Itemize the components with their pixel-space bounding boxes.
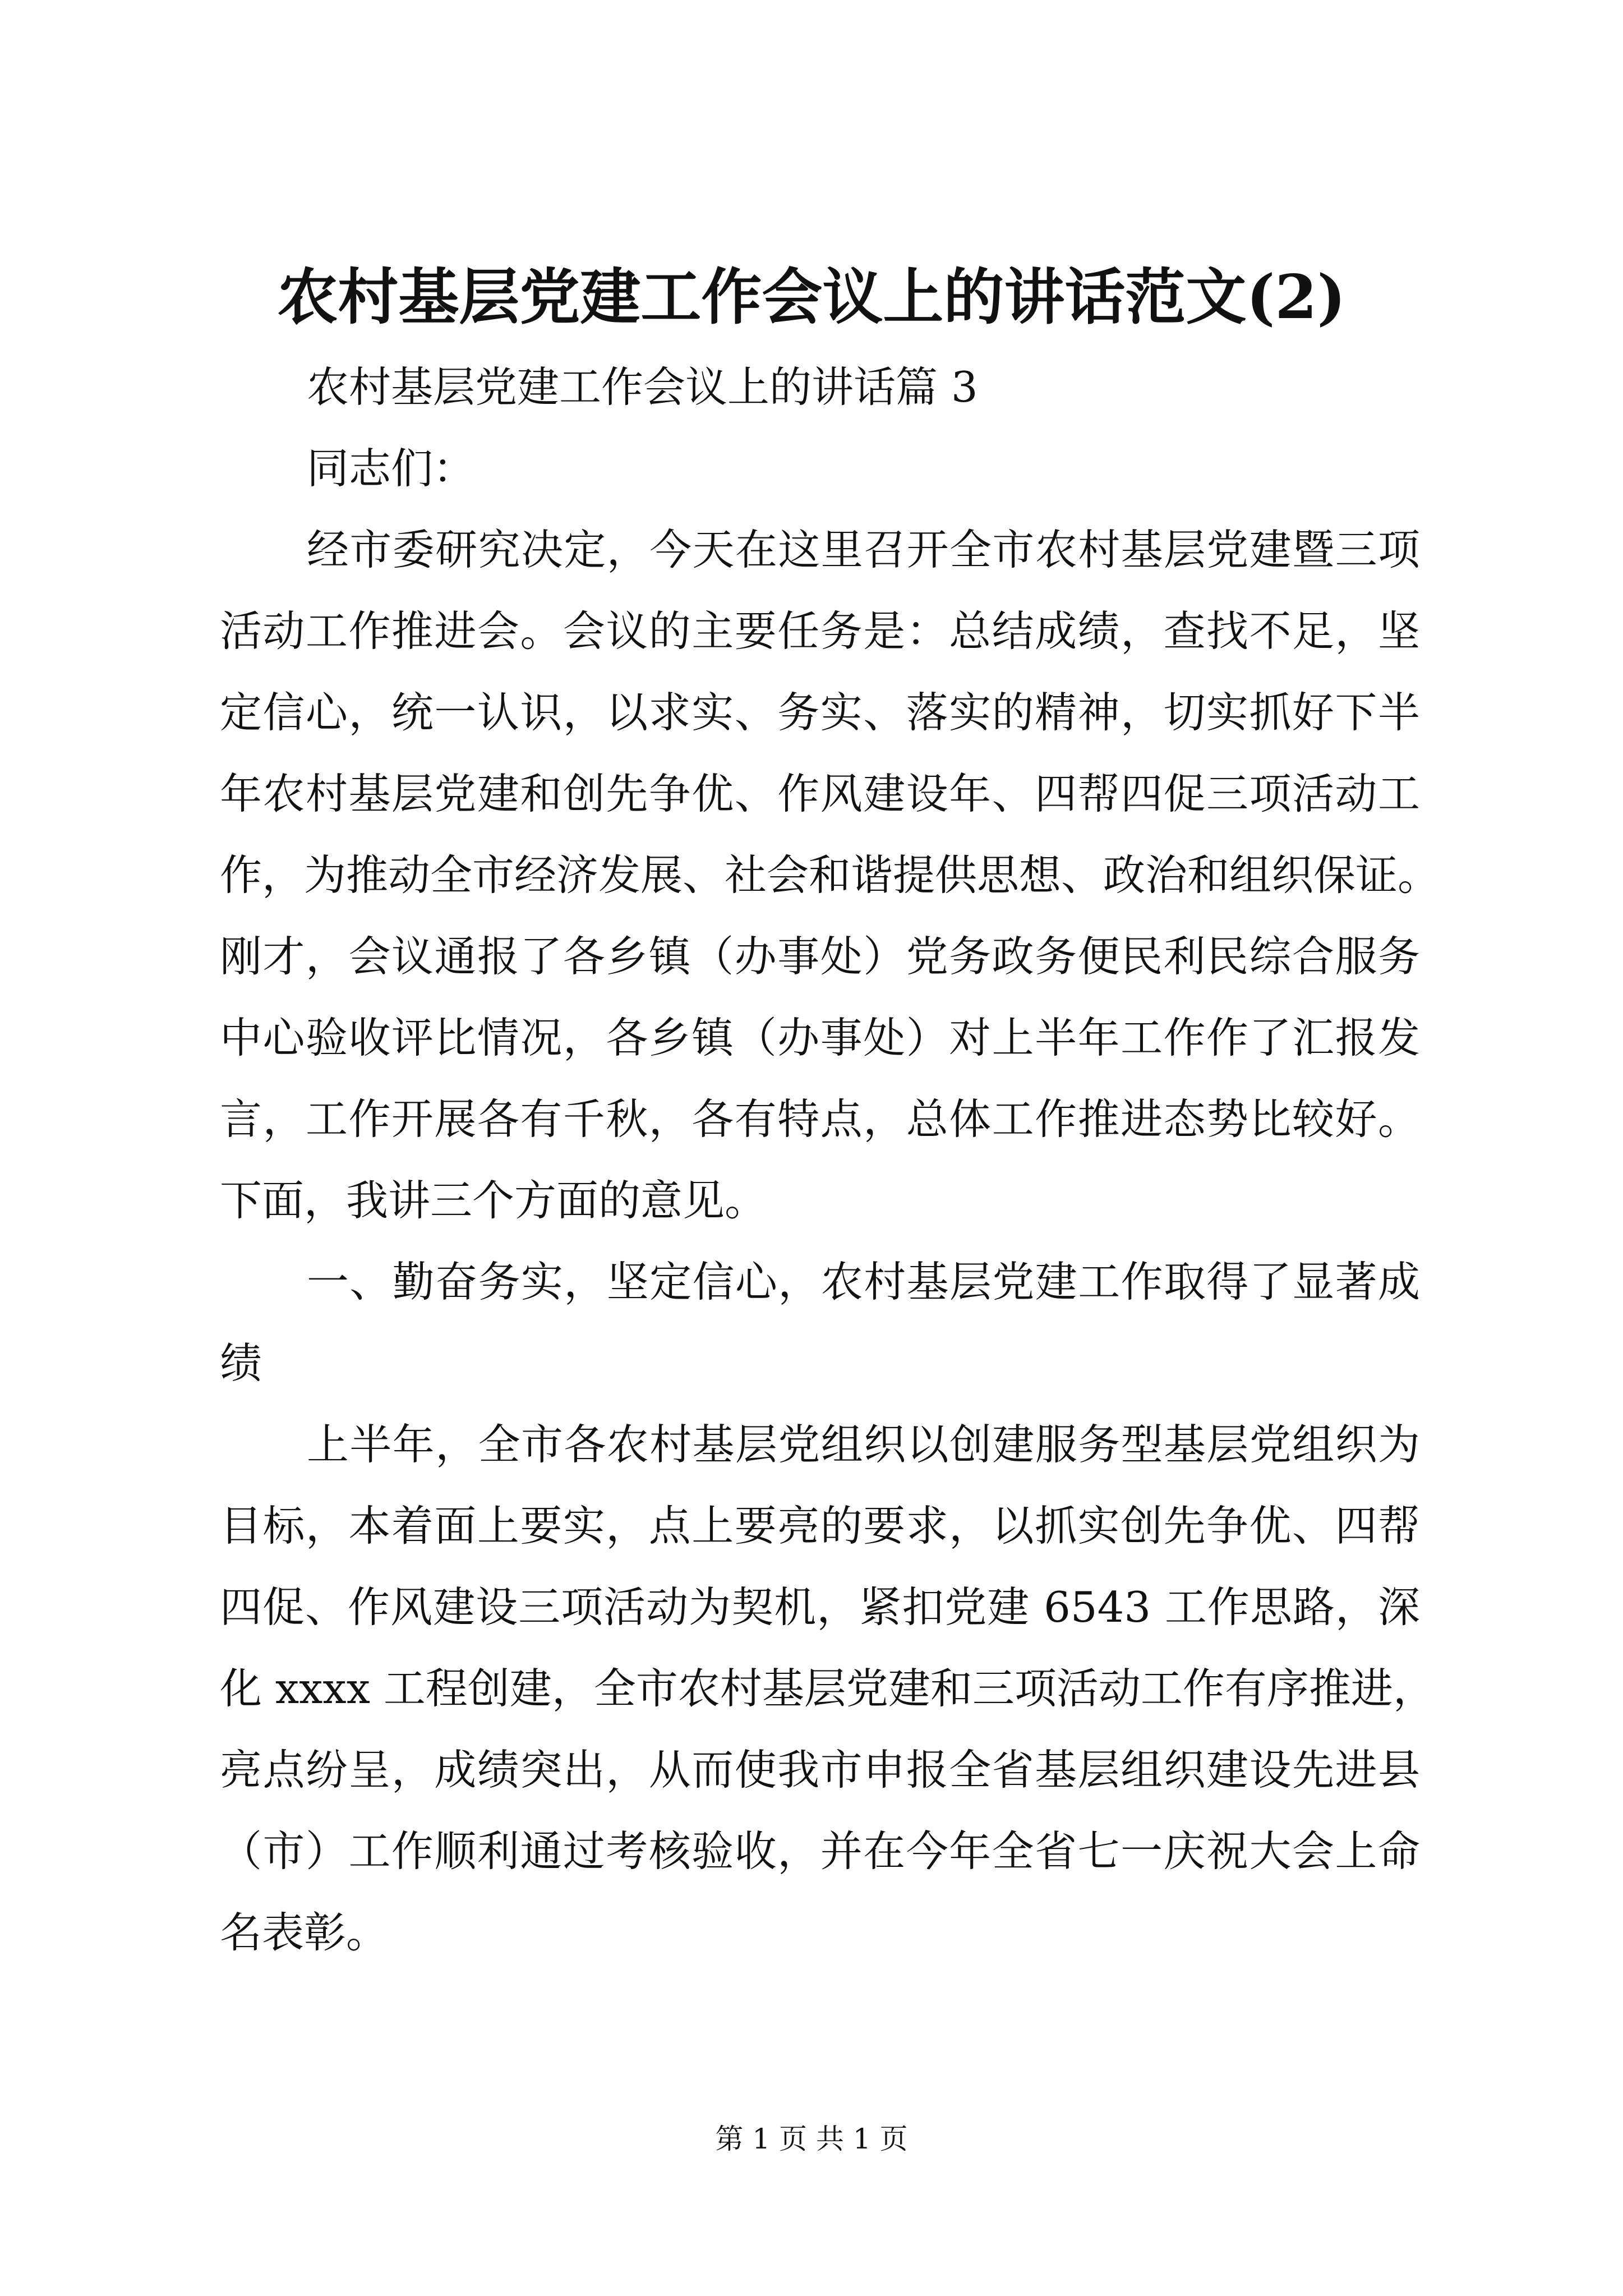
paragraph-line: 定信心，统一认识，以求实、务实、落实的精神，切实抓好下半 [220, 688, 1420, 737]
paragraph-line: 下面，我讲三个方面的意见。 [220, 1176, 767, 1225]
paragraph-line: 亮点纷呈，成绩突出，从而使我市申报全省基层组织建设先进县 [220, 1745, 1420, 1795]
paragraph-line: 作，为推动全市经济发展、社会和谐提供思想、政治和组织保证。 [220, 850, 1440, 900]
paragraph-line: 言，工作开展各有千秋，各有特点，总体工作推进态势比较好。 [220, 1094, 1420, 1144]
salutation: 同志们： [307, 444, 476, 493]
document-title: 农村基层党建工作会议上的讲话范文(2) [277, 262, 1346, 333]
paragraph-line: 经市委研究决定，今天在这里召开全市农村基层党建暨三项 [307, 525, 1420, 574]
paragraph-line: 刚才，会议通报了各乡镇（办事处）党务政务便民利民综合服务 [220, 932, 1420, 981]
paragraph-line: 目标，本着面上要实，点上要亮的要求，以抓实创先争优、四帮 [220, 1501, 1420, 1550]
paragraph-line: 上半年，全市各农村基层党组织以创建服务型基层党组织为 [307, 1420, 1420, 1469]
paragraph-line: 四促、作风建设三项活动为契机，紧扣党建 6543 工作思路，深 [220, 1582, 1420, 1632]
paragraph-line: 年农村基层党建和创先争优、作风建设年、四帮四促三项活动工 [220, 769, 1420, 818]
paragraph-line: 化 xxxx 工程创建，全市农村基层党建和三项活动工作有序推进， [220, 1664, 1435, 1713]
page-number-footer: 第 1 页 共 1 页 [715, 2123, 908, 2155]
paragraph-line: 名表彰。 [220, 1908, 389, 1957]
section-heading-line: 一、勤奋务实，坚定信心，农村基层党建工作取得了显著成 [307, 1257, 1420, 1306]
section-heading-line: 绩 [220, 1338, 262, 1388]
paragraph-line: 活动工作推进会。会议的主要任务是：总结成绩，查找不足，坚 [220, 606, 1420, 656]
document-subtitle: 农村基层党建工作会议上的讲话篇 3 [307, 362, 978, 412]
paragraph-line: 中心验收评比情况，各乡镇（办事处）对上半年工作作了汇报发 [220, 1013, 1420, 1062]
paragraph-line: （市）工作顺利通过考核验收，并在今年全省七一庆祝大会上命 [220, 1826, 1420, 1876]
